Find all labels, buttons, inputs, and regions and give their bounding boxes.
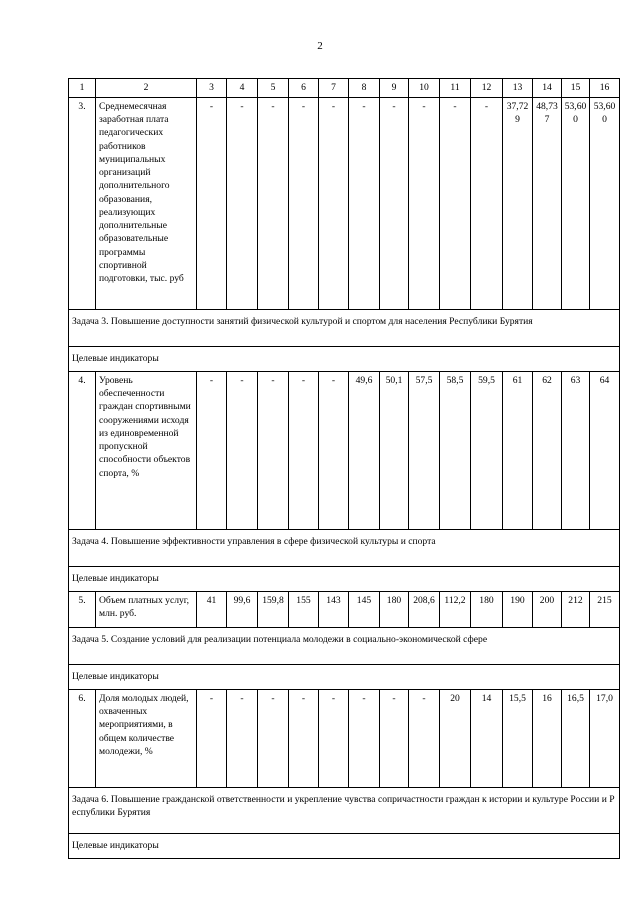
column-header: 4 — [227, 79, 258, 98]
indicator-value: 53,600 — [562, 98, 590, 310]
indicator-value: - — [380, 98, 409, 310]
indicator-value: 63 — [562, 372, 590, 530]
indicator-value: 53,600 — [590, 98, 620, 310]
indicator-value: 64 — [590, 372, 620, 530]
indicator-value: 190 — [503, 592, 533, 628]
indicator-value: 145 — [349, 592, 380, 628]
indicator-value: 17,0 — [590, 690, 620, 788]
indicator-value: - — [471, 98, 503, 310]
indicators-label: Целевые индикаторы — [69, 665, 620, 690]
indicator-value: - — [258, 98, 289, 310]
indicator-value: 48,737 — [533, 98, 562, 310]
indicator-value: - — [227, 98, 258, 310]
row-number: 5. — [69, 592, 96, 628]
indicator-value: 99,6 — [227, 592, 258, 628]
indicator-value: 49,6 — [349, 372, 380, 530]
indicator-value: - — [197, 690, 227, 788]
indicator-value: - — [289, 98, 319, 310]
indicator-value: 20 — [440, 690, 471, 788]
indicator-row — [69, 592, 620, 628]
indicator-row — [69, 690, 620, 788]
indicators-label-row — [69, 567, 620, 592]
column-header: 2 — [96, 79, 197, 98]
indicator-value: 16,5 — [562, 690, 590, 788]
indicator-value: 14 — [471, 690, 503, 788]
indicators-label: Целевые индикаторы — [69, 347, 620, 372]
column-header: 11 — [440, 79, 471, 98]
indicator-value: 200 — [533, 592, 562, 628]
indicators-label-row — [69, 834, 620, 859]
task-row — [69, 628, 620, 665]
indicator-value: 15,5 — [503, 690, 533, 788]
column-header: 10 — [409, 79, 440, 98]
indicator-value: 143 — [319, 592, 349, 628]
task-title: Задача 6. Повышение гражданской ответственности и укрепление чувства сопричастности граждан к истории и культуре России и Республики Бурятия — [69, 788, 620, 834]
indicator-value: 215 — [590, 592, 620, 628]
indicator-value: - — [409, 98, 440, 310]
indicator-value: - — [227, 372, 258, 530]
indicator-value: - — [227, 690, 258, 788]
indicator-value: - — [319, 98, 349, 310]
column-header: 14 — [533, 79, 562, 98]
column-header: 6 — [289, 79, 319, 98]
indicator-value: 50,1 — [380, 372, 409, 530]
indicator-value: - — [197, 98, 227, 310]
column-header: 16 — [590, 79, 620, 98]
indicator-row — [69, 98, 620, 310]
indicator-name: Уровень обеспеченности граждан спортивными сооружениями исходя из единовременной пропускной способности объектов спорта, % — [96, 372, 197, 530]
indicator-value: 180 — [471, 592, 503, 628]
task-title: Задача 5. Создание условий для реализации потенциала молодежи в социально-экономической сфере — [69, 628, 620, 665]
page-number: 2 — [317, 40, 323, 52]
row-number: 4. — [69, 372, 96, 530]
indicator-value: 58,5 — [440, 372, 471, 530]
indicator-value: - — [289, 372, 319, 530]
indicator-value: 208,6 — [409, 592, 440, 628]
task-row — [69, 530, 620, 567]
indicators-label-row — [69, 347, 620, 372]
indicators-label-row — [69, 665, 620, 690]
column-header: 15 — [562, 79, 590, 98]
indicator-value: 57,5 — [409, 372, 440, 530]
indicators-table — [68, 78, 620, 859]
column-header: 12 — [471, 79, 503, 98]
indicator-value: - — [409, 690, 440, 788]
indicator-value: 112,2 — [440, 592, 471, 628]
indicator-value: 62 — [533, 372, 562, 530]
column-header: 13 — [503, 79, 533, 98]
indicator-value: 37,729 — [503, 98, 533, 310]
column-header: 8 — [349, 79, 380, 98]
indicator-value: - — [319, 372, 349, 530]
indicator-value: - — [258, 690, 289, 788]
indicators-label: Целевые индикаторы — [69, 834, 620, 859]
task-row — [69, 788, 620, 834]
column-header: 7 — [319, 79, 349, 98]
indicator-value: - — [380, 690, 409, 788]
task-row — [69, 310, 620, 347]
row-number: 6. — [69, 690, 96, 788]
indicators-label: Целевые индикаторы — [69, 567, 620, 592]
column-header: 5 — [258, 79, 289, 98]
indicator-value: - — [440, 98, 471, 310]
indicator-value: - — [258, 372, 289, 530]
column-header: 3 — [197, 79, 227, 98]
indicator-name: Среднемесячная заработная плата педагогических работников муниципальных организаций дополнительного образования, реализующих дополнительные образовательные программы спортивной подготовки, тыс. руб — [96, 98, 197, 310]
column-header: 9 — [380, 79, 409, 98]
row-number: 3. — [69, 98, 96, 310]
indicator-row — [69, 372, 620, 530]
indicator-value: 155 — [289, 592, 319, 628]
indicator-value: 41 — [197, 592, 227, 628]
indicator-value: - — [289, 690, 319, 788]
indicator-name: Доля молодых людей, охваченных мероприятиями, в общем количестве молодежи, % — [96, 690, 197, 788]
indicator-value: 61 — [503, 372, 533, 530]
column-header: 1 — [69, 79, 96, 98]
header-row — [69, 79, 620, 98]
indicator-value: - — [319, 690, 349, 788]
indicator-value: - — [197, 372, 227, 530]
indicator-value: 59,5 — [471, 372, 503, 530]
task-title: Задача 4. Повышение эффективности управления в сфере физической культуры и спорта — [69, 530, 620, 567]
indicator-name: Объем платных услуг, млн. руб. — [96, 592, 197, 628]
indicator-value: 16 — [533, 690, 562, 788]
indicator-value: 159,8 — [258, 592, 289, 628]
indicator-value: - — [349, 690, 380, 788]
indicator-value: 180 — [380, 592, 409, 628]
task-title: Задача 3. Повышение доступности занятий физической культурой и спортом для населения Республики Бурятия — [69, 310, 620, 347]
indicator-value: - — [349, 98, 380, 310]
indicator-value: 212 — [562, 592, 590, 628]
